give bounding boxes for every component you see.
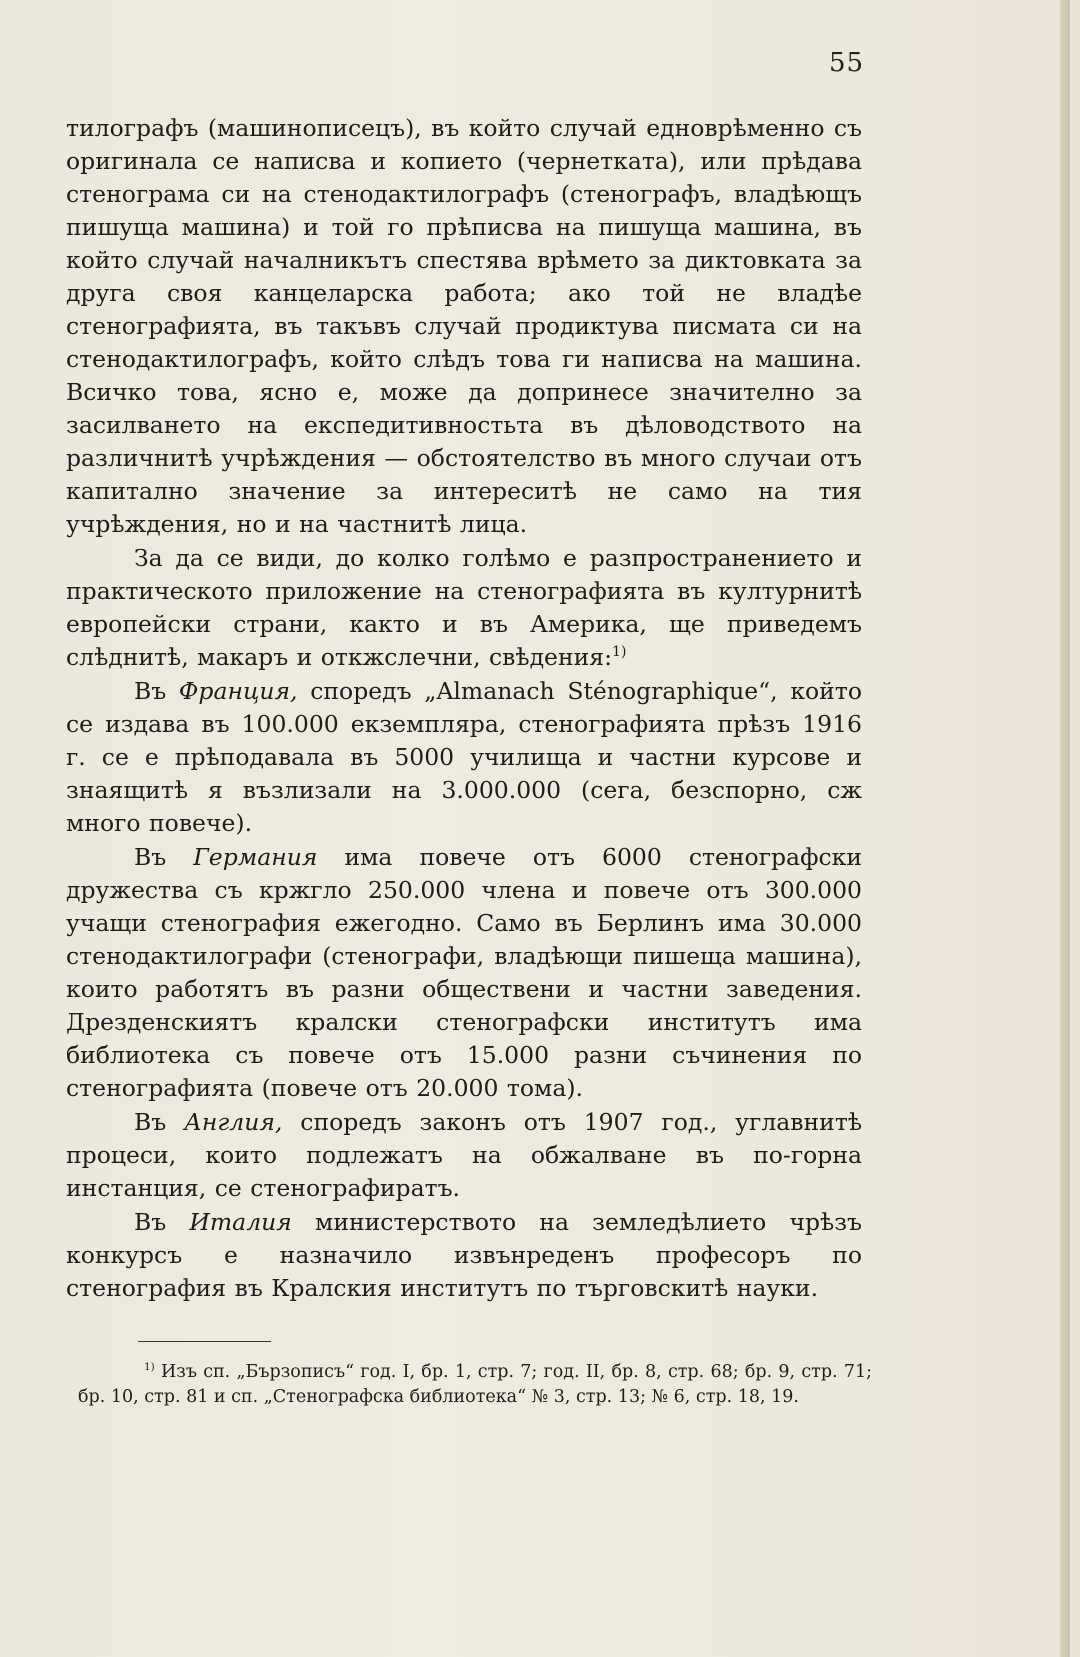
paragraph-intro: [66, 542, 862, 674]
paragraph-continuation: [66, 112, 862, 541]
paragraph-3-lead: Въ: [134, 677, 179, 705]
paragraph-2-text: За да се види, до колко голѣмо е разпространението и практическото приложение на стенографията въ културнитѣ европейски страни, както и въ Америка, ще приведемъ слѣднитѣ, макаръ и откжслечни, свѣдения:: [66, 544, 862, 671]
paragraph-5-text: споредъ законъ отъ 1907 год., углавнитѣ процеси, които подлежатъ на обжалване въ по-горна инстанция, се стенографиратъ.: [66, 1108, 862, 1202]
footnote-divider: [138, 1341, 271, 1342]
paragraph-6-lead: Въ: [134, 1208, 190, 1236]
country-france: Франция,: [178, 677, 298, 705]
paragraph-england: [66, 1106, 862, 1205]
paragraph-1-text: тилографъ (машинописецъ), въ който случай едноврѣменно съ оригинала се написва и копието (чернетката), или прѣдава стенограма си на стенодактилографъ (стенографъ, владѣющъ пишуща машина) и той го прѣписва на пишуща машина, въ който случай началникътъ спестява врѣмето за диктовката за друга своя канцеларска работа; ако той не владѣе стенографията, въ такъвъ случай продиктува писмата си на стенодактилографъ, който слѣдъ това ги написва на машина. Всичко това, ясно е, може да допринесе значително за засилването на експедитивностьта въ дѣловодството на различнитѣ учрѣждения — обстоятелство въ много случаи отъ капитално значение за интереситѣ не само на тия учрѣждения, но и на частнитѣ лица.: [66, 114, 862, 538]
footnote: [78, 1360, 872, 1410]
page-number: 55: [829, 48, 865, 78]
paragraph-4-text: има повече отъ 6000 стенографски дружества съ кржгло 250.000 члена и повече отъ 300.000 учащи стенография ежегодно. Само въ Берлинъ има 30.000 стенодактилографи (стенографи, владѣющи пишеща машина), които работятъ въ разни обществени и частни заведения. Дрезденскиятъ кралски стенографски институтъ има библиотека съ повече отъ 15.000 разни съчинения по стенографията (повече отъ 20.000 тома).: [66, 843, 862, 1102]
paragraph-france: [66, 675, 862, 840]
paragraph-3-text: споредъ „Almanach Sténographique“, който се издава въ 100.000 екземпляра, стенографията прѣзъ 1916 г. се е прѣподавала въ 5000 училища и частни курсове и знаящитѣ я възлизали на 3.000.000 (сега, безспорно, сж много повече).: [66, 677, 862, 837]
footnote-mark: 1): [144, 1361, 155, 1374]
page-edge: [1060, 0, 1070, 1657]
country-italy: Италия: [189, 1208, 292, 1236]
paragraph-6-text: министерството на земледѣлието чрѣзъ конкурсъ е назначило извънреденъ професоръ по стенография въ Кралския институтъ по търговскитѣ науки.: [66, 1208, 862, 1302]
footnote-reference: 1): [612, 644, 627, 661]
paragraph-4-lead: Въ: [134, 843, 194, 871]
paragraph-germany: [66, 841, 862, 1105]
country-england: Англия,: [184, 1108, 283, 1136]
footnote-text: Изъ сп. „Бързописъ“ год. I, бр. 1, стр. 7; год. II, бр. 8, стр. 68; бр. 9, стр. 71; бр. 10, стр. 81 и сп. „Стенографска библиотека“ № 3, стр. 13; № 6, стр. 18, 19.: [78, 1362, 872, 1407]
country-germany: Германия: [193, 843, 318, 871]
body-text: [66, 112, 862, 1305]
paragraph-italy: [66, 1206, 862, 1305]
paragraph-5-lead: Въ: [134, 1108, 185, 1136]
